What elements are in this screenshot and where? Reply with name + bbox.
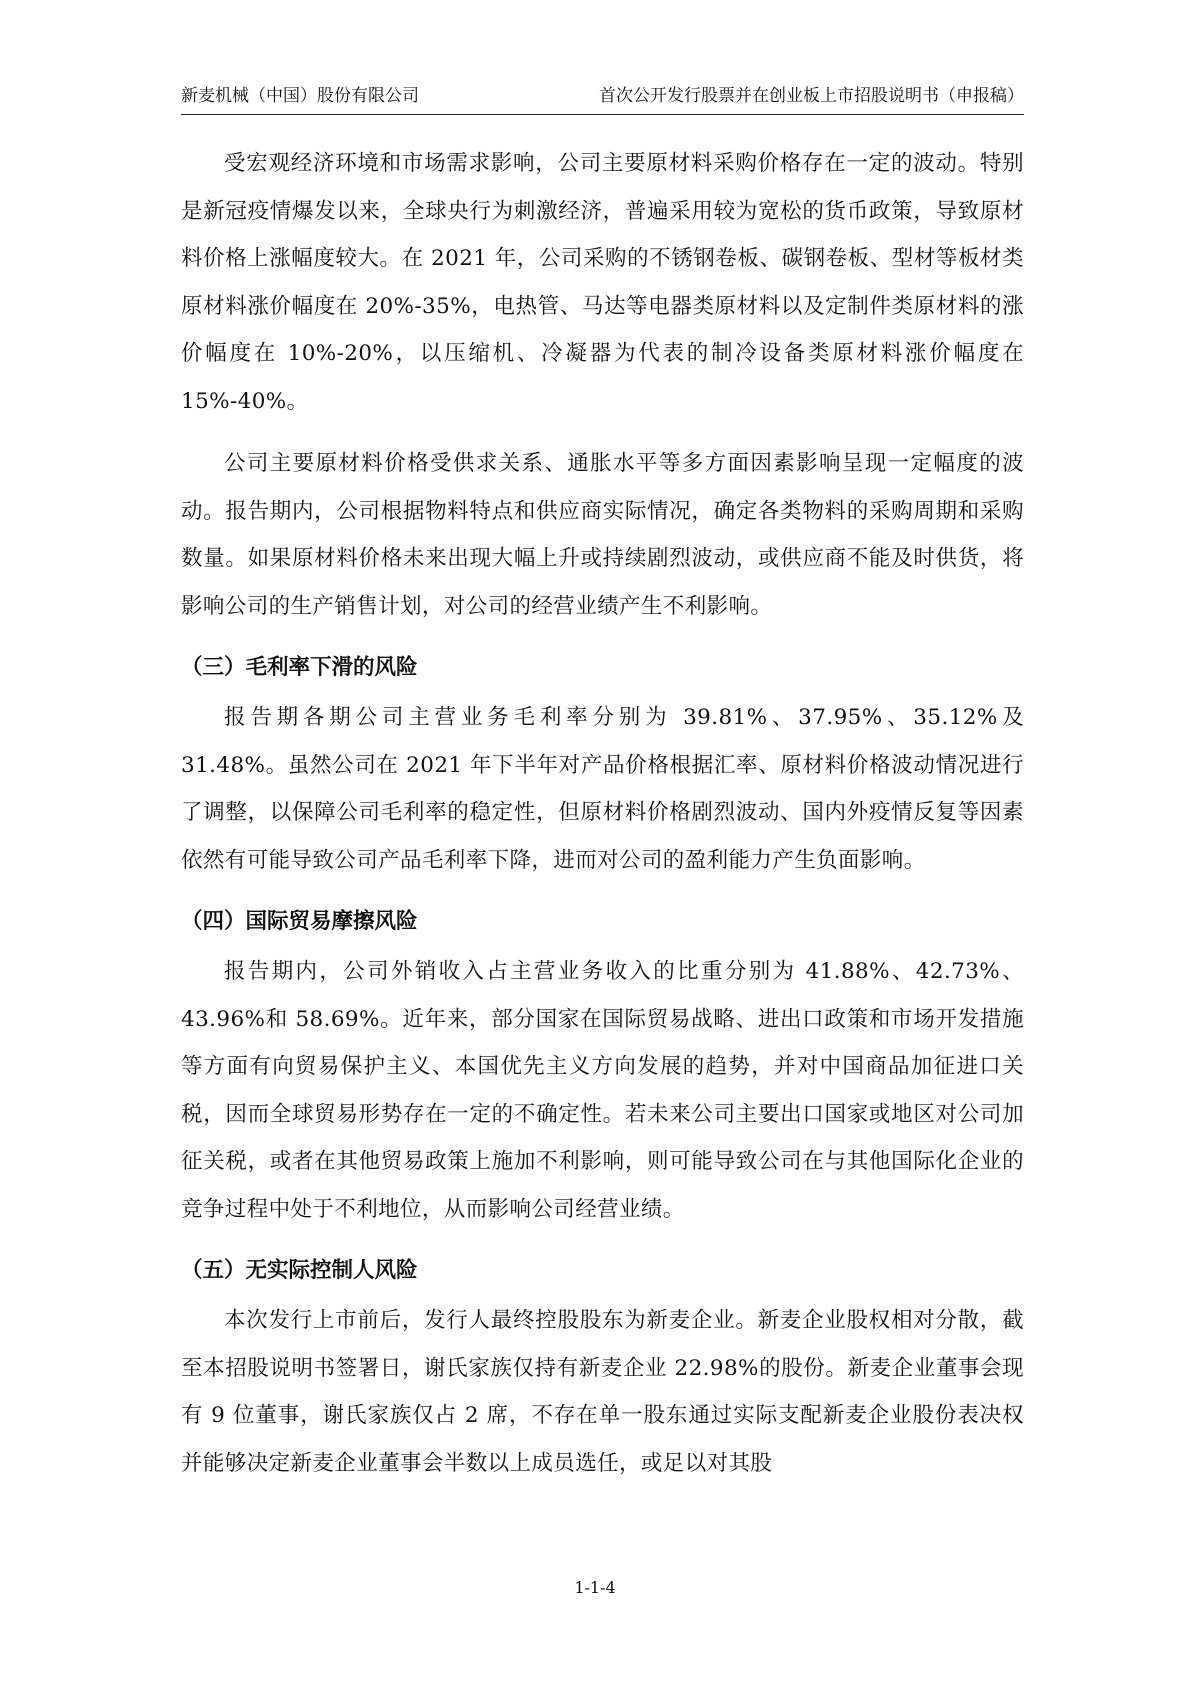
paragraph-trade-friction: 报告期内，公司外销收入占主营业务收入的比重分别为 41.88%、42.73%、43.96%和 58.69%。近年来，部分国家在国际贸易战略、进出口政策和市场开发措施等方面有向贸易保护主义、本国优先主义方向发展的趋势，并对中国商品加征进口关税，因而全球贸易形势存在一定的不确定性。若未来公司主要出口国家或地区对公司加征关税，或者在其他贸易政策上施加不利影响，则可能导致公司在与其他国际化企业的竞争过程中处于不利地位，从而影响公司经营业绩。 — [181, 959, 1024, 1222]
page-header — [181, 86, 1024, 115]
header-document-title: 首次公开发行股票并在创业板上市招股说明书（申报稿） — [599, 86, 1024, 106]
paragraph-raw-material-price: 受宏观经济环境和市场需求影响，公司主要原材料采购价格存在一定的波动。特别是新冠疫情爆发以来，全球央行为刺激经济，普遍采用较为宽松的货币政策，导致原材料价格上涨幅度较大。在 2021 年，公司采购的不锈钢卷板、碳钢卷板、型材等板材类原材料涨价幅度在 20%-35%，电热管、马达等电器类原材料以及定制件类原材料的涨价幅度在 10%-20%，以压缩机、冷凝器为代表的制冷设备类原材料涨价幅度在 15%-40%。 — [181, 151, 1024, 414]
section-heading-no-controller: （五）无实际控制人风险 — [181, 1258, 418, 1283]
page-number: 1-1-4 — [574, 1578, 616, 1597]
paragraph-gross-margin: 报告期各期公司主营业务毛利率分别为 39.81%、37.95%、35.12%及 31.48%。虽然公司在 2021 年下半年对产品价格根据汇率、原材料价格波动情况进行了调整，以保障公司毛利率的稳定性，但原材料价格剧烈波动、国内外疫情反复等因素依然有可能导致公司产品毛利率下降，进而对公司的盈利能力产生负面影响。 — [181, 705, 1024, 873]
header-company-name: 新麦机械（中国）股份有限公司 — [181, 86, 419, 106]
paragraph-no-controller: 本次发行上市前后，发行人最终控股股东为新麦企业。新麦企业股权相对分散，截至本招股说明书签署日，谢氏家族仅持有新麦企业 22.98%的股份。新麦企业董事会现有 9 位董事，谢氏家族仅占 2 席，不存在单一股东通过实际支配新麦企业股份表决权并能够决定新麦企业董事会半数以上成员选任，或足以对其股 — [181, 1308, 1024, 1476]
section-heading-trade-friction: （四）国际贸易摩擦风险 — [181, 909, 418, 934]
paragraph-raw-material-supply: 公司主要原材料价格受供求关系、通胀水平等多方面因素影响呈现一定幅度的波动。报告期内，公司根据物料特点和供应商实际情况，确定各类物料的采购周期和采购数量。如果原材料价格未来出现大幅上升或持续剧烈波动，或供应商不能及时供货，将影响公司的生产销售计划，对公司的经营业绩产生不利影响。 — [181, 451, 1024, 619]
page-body — [181, 140, 1024, 1487]
section-heading-gross-margin: （三）毛利率下滑的风险 — [181, 655, 418, 680]
